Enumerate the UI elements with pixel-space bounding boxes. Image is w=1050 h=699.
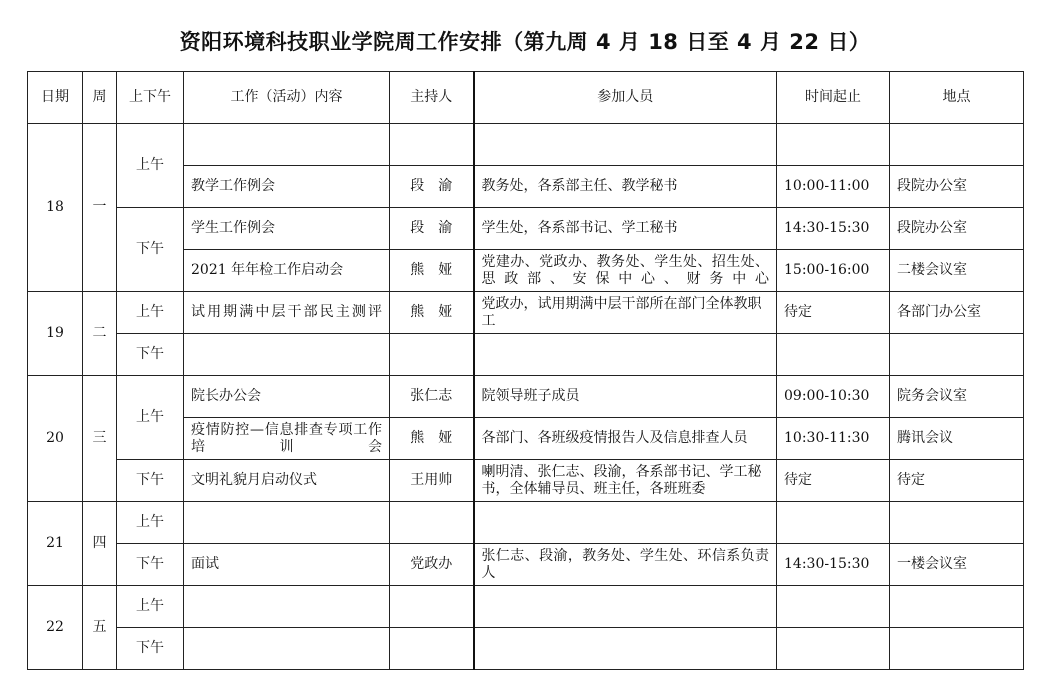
participants-cell bbox=[474, 334, 777, 376]
participants-cell bbox=[474, 124, 777, 166]
host-cell: 段 渝 bbox=[390, 166, 474, 208]
host-cell bbox=[390, 628, 474, 670]
location-cell: 院务会议室 bbox=[890, 376, 1024, 418]
period-cell: 下午 bbox=[117, 628, 184, 670]
host-cell: 熊 娅 bbox=[390, 292, 474, 334]
table-row bbox=[28, 544, 1024, 586]
participants-cell bbox=[474, 586, 777, 628]
content-cell bbox=[184, 586, 390, 628]
content-cell: 面试 bbox=[184, 544, 390, 586]
host-cell bbox=[390, 124, 474, 166]
location-cell bbox=[890, 502, 1024, 544]
host-cell bbox=[390, 586, 474, 628]
participants-cell: 院领导班子成员 bbox=[474, 376, 777, 418]
time-cell: 10:00-11:00 bbox=[777, 166, 890, 208]
content-cell bbox=[184, 334, 390, 376]
period-cell: 上午 bbox=[117, 502, 184, 544]
content-cell: 教学工作例会 bbox=[184, 166, 390, 208]
date-cell: 20 bbox=[28, 376, 83, 502]
schedule-table bbox=[27, 71, 1024, 670]
location-cell: 段院办公室 bbox=[890, 208, 1024, 250]
participants-cell: 张仁志、段渝，教务处、学生处、环信系负责人 bbox=[474, 544, 777, 586]
participants-cell bbox=[474, 502, 777, 544]
participants-cell: 党政办，试用期满中层干部所在部门全体教职工 bbox=[474, 292, 777, 334]
table-row bbox=[28, 628, 1024, 670]
header-participants: 参加人员 bbox=[474, 72, 777, 124]
content-cell: 试用期满中层干部民主测评 bbox=[184, 292, 390, 334]
host-cell: 张仁志 bbox=[390, 376, 474, 418]
time-cell: 09:00-10:30 bbox=[777, 376, 890, 418]
host-cell: 熊 娅 bbox=[390, 250, 474, 292]
period-cell: 上午 bbox=[117, 376, 184, 460]
page-title: 资阳环境科技职业学院周工作安排（第九周 4 月 18 日至 4 月 22 日） bbox=[179, 30, 871, 54]
location-cell bbox=[890, 124, 1024, 166]
participants-cell: 喇明清、张仁志、段渝，各系部书记、学工秘书，全体辅导员、班主任，各班班委 bbox=[474, 460, 777, 502]
time-cell bbox=[777, 628, 890, 670]
participants-cell: 各部门、各班级疫情报告人及信息排查人员 bbox=[474, 418, 777, 460]
location-cell: 段院办公室 bbox=[890, 166, 1024, 208]
location-cell bbox=[890, 334, 1024, 376]
host-cell: 段 渝 bbox=[390, 208, 474, 250]
weekday-cell: 一 bbox=[83, 124, 117, 292]
period-cell: 上午 bbox=[117, 292, 184, 334]
time-cell bbox=[777, 334, 890, 376]
header-period: 上下午 bbox=[117, 72, 184, 124]
content-cell bbox=[184, 628, 390, 670]
table-row bbox=[28, 208, 1024, 250]
host-cell: 王用帅 bbox=[390, 460, 474, 502]
header-date: 日期 bbox=[28, 72, 83, 124]
table-row bbox=[28, 502, 1024, 544]
weekday-cell: 二 bbox=[83, 292, 117, 376]
period-cell: 下午 bbox=[117, 334, 184, 376]
host-cell bbox=[390, 334, 474, 376]
header-location: 地点 bbox=[890, 72, 1024, 124]
date-cell: 18 bbox=[28, 124, 83, 292]
table-row bbox=[28, 124, 1024, 166]
participants-cell: 学生处，各系部书记、学工秘书 bbox=[474, 208, 777, 250]
content-cell: 疫情防控—信息排查专项工作培训会 bbox=[184, 418, 390, 460]
time-cell: 15:00-16:00 bbox=[777, 250, 890, 292]
participants-cell bbox=[474, 628, 777, 670]
location-cell: 待定 bbox=[890, 460, 1024, 502]
content-cell bbox=[184, 502, 390, 544]
host-cell bbox=[390, 502, 474, 544]
weekday-cell: 五 bbox=[83, 586, 117, 670]
content-cell: 学生工作例会 bbox=[184, 208, 390, 250]
content-cell: 文明礼貌月启动仪式 bbox=[184, 460, 390, 502]
time-cell bbox=[777, 586, 890, 628]
participants-cell: 党建办、党政办、教务处、学生处、招生处、思政部、安保中心、财务中心 bbox=[474, 250, 777, 292]
date-cell: 21 bbox=[28, 502, 83, 586]
header-weekday: 周 bbox=[83, 72, 117, 124]
period-cell: 上午 bbox=[117, 124, 184, 208]
header-time: 时间起止 bbox=[777, 72, 890, 124]
period-cell: 下午 bbox=[117, 544, 184, 586]
time-cell: 14:30-15:30 bbox=[777, 208, 890, 250]
participants-cell: 教务处，各系部主任、教学秘书 bbox=[474, 166, 777, 208]
table-row bbox=[28, 460, 1024, 502]
time-cell bbox=[777, 502, 890, 544]
header-row bbox=[28, 72, 1024, 124]
table-row bbox=[28, 292, 1024, 334]
header-host: 主持人 bbox=[390, 72, 474, 124]
date-cell: 19 bbox=[28, 292, 83, 376]
time-cell: 10:30-11:30 bbox=[777, 418, 890, 460]
date-cell: 22 bbox=[28, 586, 83, 670]
table-row bbox=[28, 586, 1024, 628]
period-cell: 下午 bbox=[117, 460, 184, 502]
table-row bbox=[28, 334, 1024, 376]
host-cell: 熊 娅 bbox=[390, 418, 474, 460]
location-cell: 二楼会议室 bbox=[890, 250, 1024, 292]
period-cell: 下午 bbox=[117, 208, 184, 292]
location-cell bbox=[890, 586, 1024, 628]
content-cell bbox=[184, 124, 390, 166]
location-cell: 一楼会议室 bbox=[890, 544, 1024, 586]
period-cell: 上午 bbox=[117, 586, 184, 628]
table-row bbox=[28, 376, 1024, 418]
time-cell bbox=[777, 124, 890, 166]
content-cell: 院长办公会 bbox=[184, 376, 390, 418]
weekday-cell: 四 bbox=[83, 502, 117, 586]
host-cell: 党政办 bbox=[390, 544, 474, 586]
weekday-cell: 三 bbox=[83, 376, 117, 502]
header-content: 工作（活动）内容 bbox=[184, 72, 390, 124]
time-cell: 待定 bbox=[777, 460, 890, 502]
time-cell: 待定 bbox=[777, 292, 890, 334]
location-cell: 腾讯会议 bbox=[890, 418, 1024, 460]
location-cell: 各部门办公室 bbox=[890, 292, 1024, 334]
time-cell: 14:30-15:30 bbox=[777, 544, 890, 586]
content-cell: 2021 年年检工作启动会 bbox=[184, 250, 390, 292]
location-cell bbox=[890, 628, 1024, 670]
